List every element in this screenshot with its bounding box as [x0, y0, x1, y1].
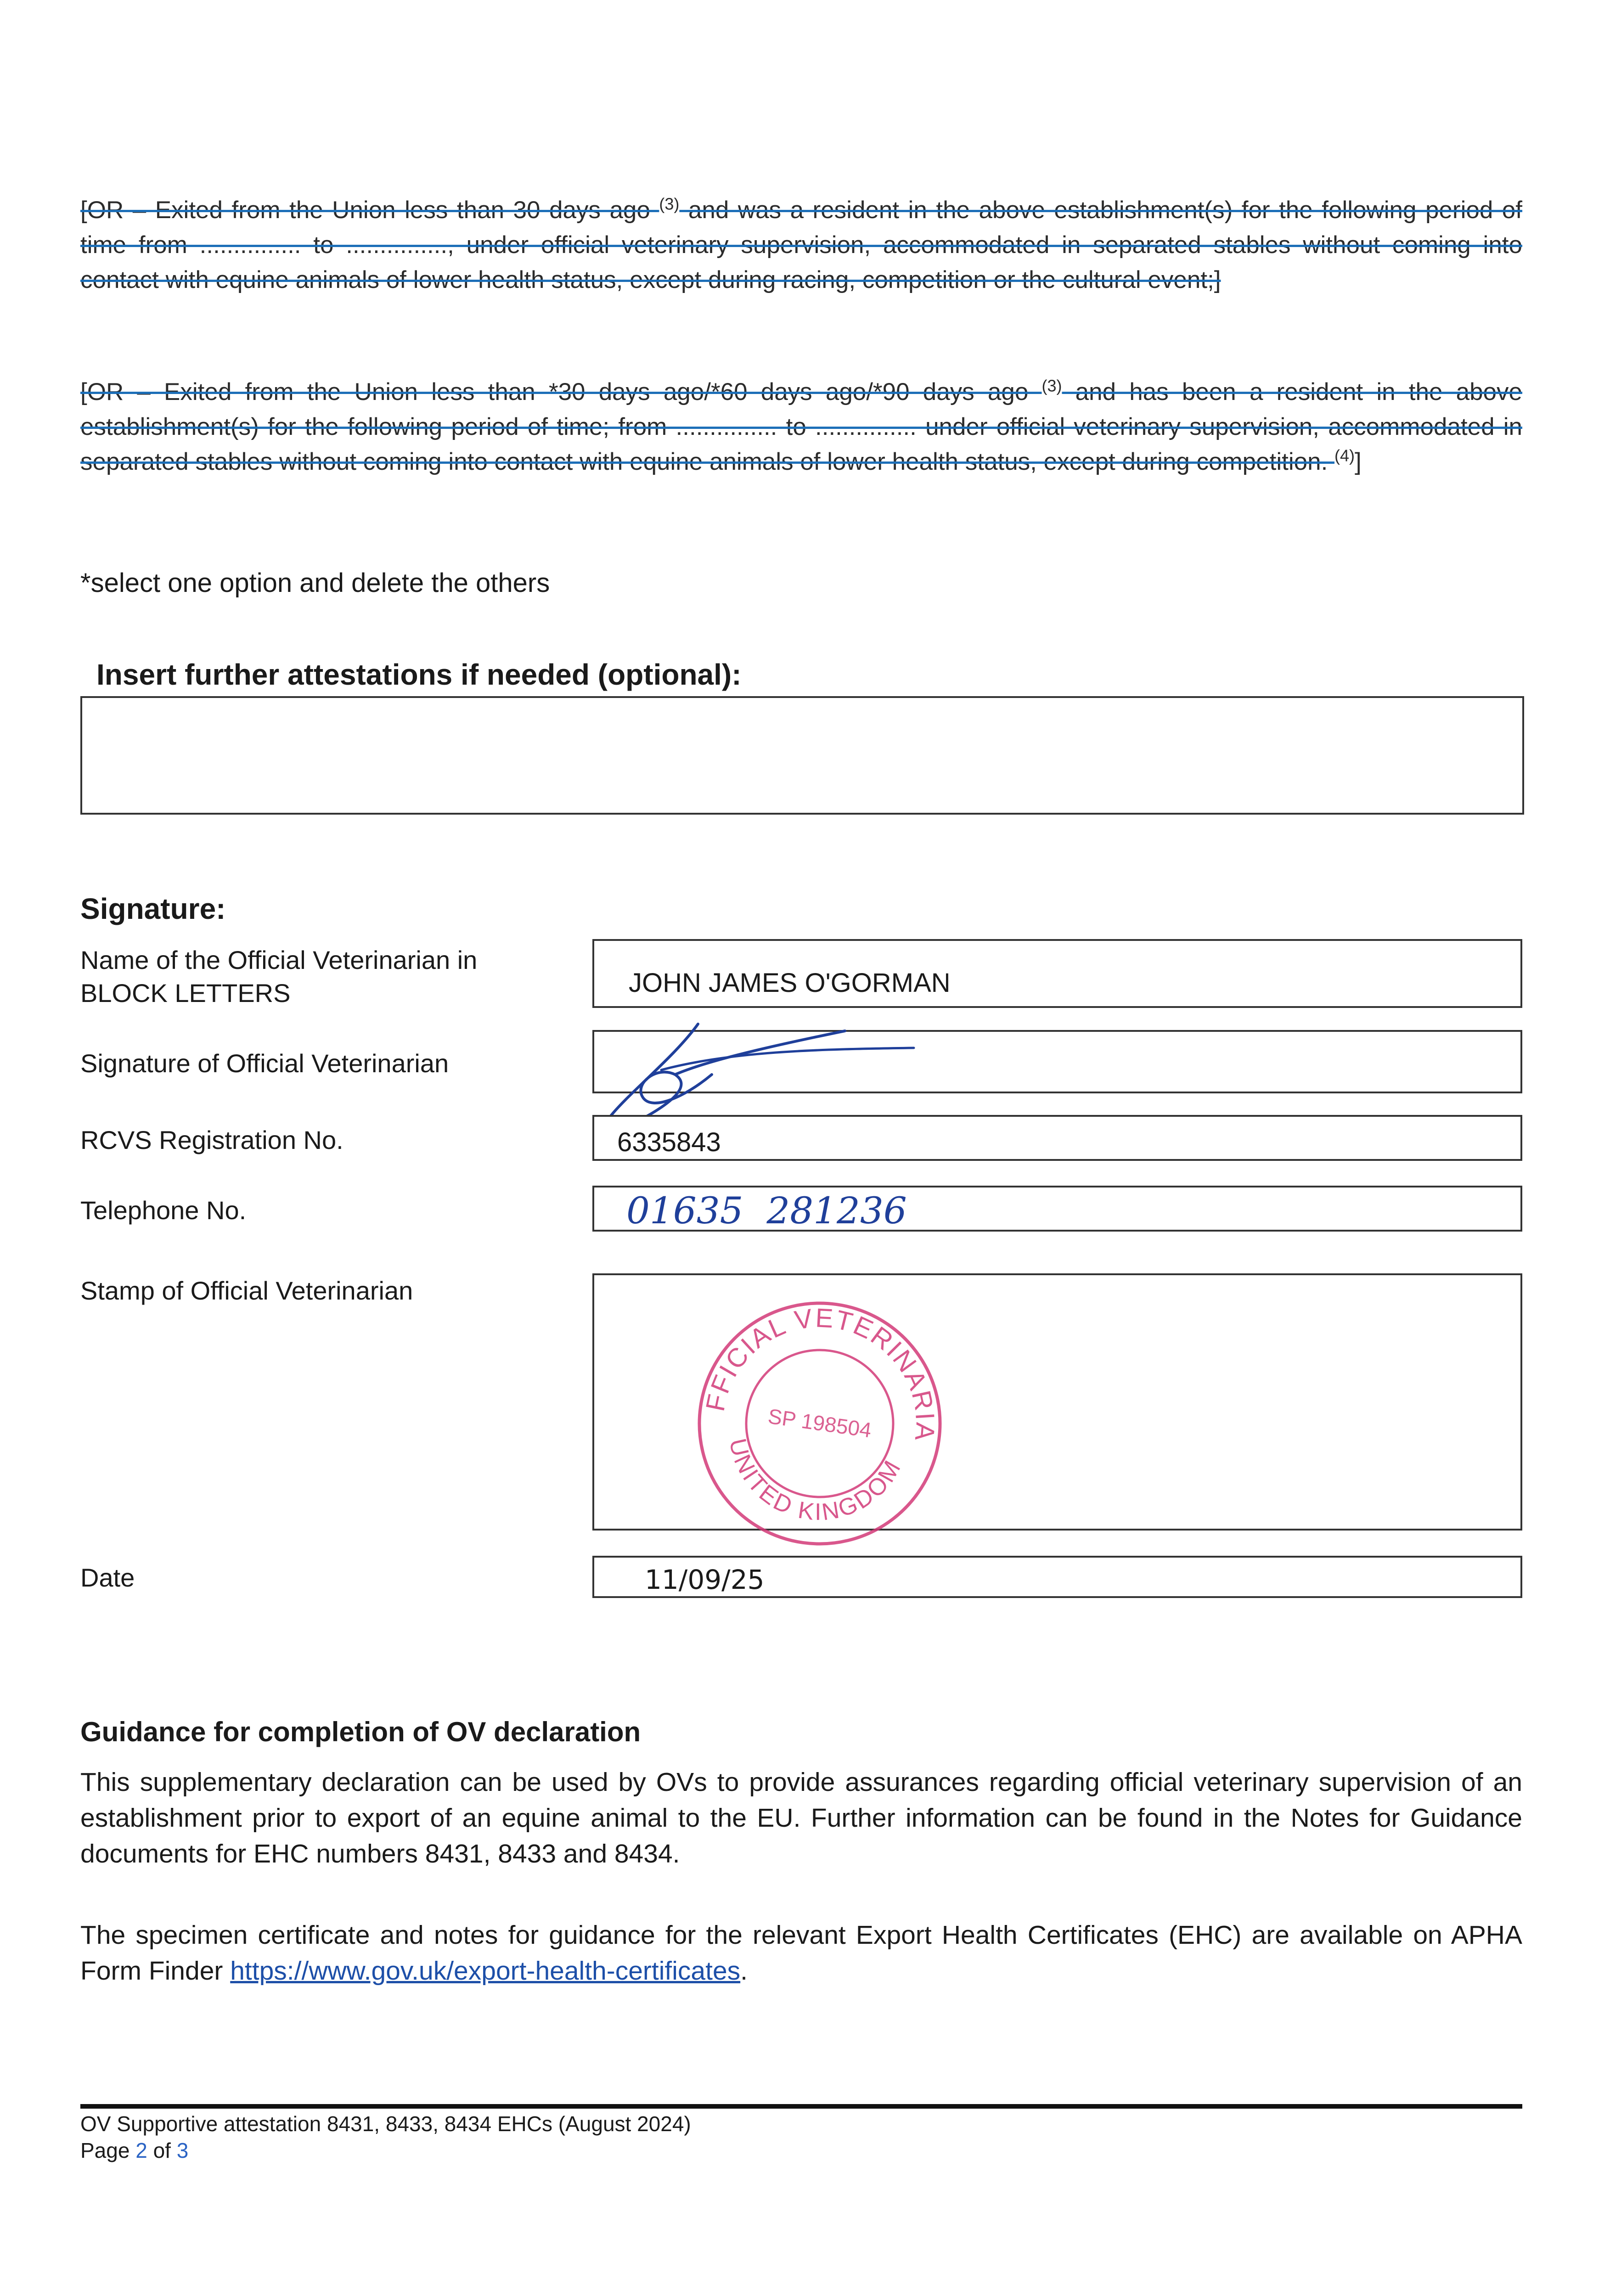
further-attestations-box[interactable]	[80, 696, 1524, 815]
guidance-text: .	[740, 1956, 748, 1986]
footnote-ref: (3)	[659, 194, 680, 214]
paragraph-text: [OR – Exited from the Union less than 30 days ago	[80, 197, 659, 224]
telephone-value: 01635 281236	[626, 1189, 907, 1232]
stamp-text-top: OFFICIAL VETERINARIAN	[700, 1303, 940, 1443]
page-current: 2	[135, 2138, 147, 2162]
page-total: 3	[176, 2138, 189, 2162]
date-label: Date	[80, 1563, 135, 1592]
name-label: Name of the Official Veterinarian in BLOCK LETTERS	[80, 945, 478, 1007]
official-veterinarian-stamp	[689, 1293, 951, 1554]
page-word: Page	[80, 2138, 136, 2162]
rcvs-field[interactable]	[592, 1115, 1522, 1161]
footnote-ref: (4)	[1334, 446, 1355, 465]
rcvs-value: 6335843	[617, 1127, 721, 1157]
name-field[interactable]	[592, 939, 1522, 1008]
signature-label: Signature of Official Veterinarian	[80, 1049, 449, 1078]
struck-option-paragraph-1	[80, 193, 1522, 298]
paragraph-text: and was a resident in the above establishment(s) for the following period of time from ............... to ..............., under official veterinary supervision, accommodated in separated stables without coming into contact with equine animals of lower health status, except during racing, competition or the cultural event;]	[80, 197, 1523, 293]
paragraph-text: [OR – Exited from the Union less than *30 days ago/*60 days ago/*90 days ago	[80, 378, 1042, 405]
paragraph-text: ]	[1355, 448, 1362, 475]
name-value: JOHN JAMES O'GORMAN	[629, 968, 951, 998]
stamp-number: SP 198504	[766, 1404, 873, 1442]
stamp-text-bottom: UNITED KINGDOM	[724, 1436, 907, 1526]
date-field[interactable]	[592, 1556, 1522, 1598]
stamp-label: Stamp of Official Veterinarian	[80, 1276, 413, 1305]
signature-heading: Signature:	[80, 892, 226, 925]
footer-divider	[80, 2104, 1522, 2109]
footnote-ref: (3)	[1041, 376, 1062, 395]
paragraph-text: and has been a resident in the above establishment(s) for the following period of time; from ............... to ............... under official veterinary supervision, accommodated in separated stables without coming into contact with equine animals of lower health status, except during competition.	[80, 378, 1523, 475]
form-finder-link[interactable]: https://www.gov.uk/export-health-certificates	[230, 1956, 741, 1986]
struck-option-paragraph-2	[80, 375, 1522, 479]
guidance-heading: Guidance for completion of OV declaration	[80, 1716, 641, 1747]
guidance-text: The specimen certificate and notes for guidance for the relevant Export Health Certificates (EHC) are available on APHA Form Finder	[80, 1920, 1522, 1986]
footer-title: OV Supportive attestation 8431, 8433, 8434 EHCs (August 2024)	[80, 2112, 691, 2136]
rcvs-label: RCVS Registration No.	[80, 1125, 343, 1154]
guidance-paragraph-1: This supplementary declaration can be used by OVs to provide assurances regarding official veterinary supervision of an establishment prior to export of an equine animal to the EU. Further information can be found in the Notes for Guidance documents for EHC numbers 8431, 8433 and 8434.	[80, 1767, 1522, 1868]
page-of: of	[147, 2138, 177, 2162]
guidance-paragraph-2	[80, 1917, 1522, 1989]
date-value: 11/09/25	[645, 1564, 765, 1595]
select-note: *select one option and delete the others	[80, 568, 550, 598]
further-attestations-heading: Insert further attestations if needed (optional):	[96, 658, 742, 691]
page-number	[80, 2138, 188, 2163]
telephone-field[interactable]	[592, 1186, 1522, 1232]
telephone-label: Telephone No.	[80, 1196, 247, 1225]
svg-text:UNITED KINGDOM	[714, 1432, 908, 1537]
